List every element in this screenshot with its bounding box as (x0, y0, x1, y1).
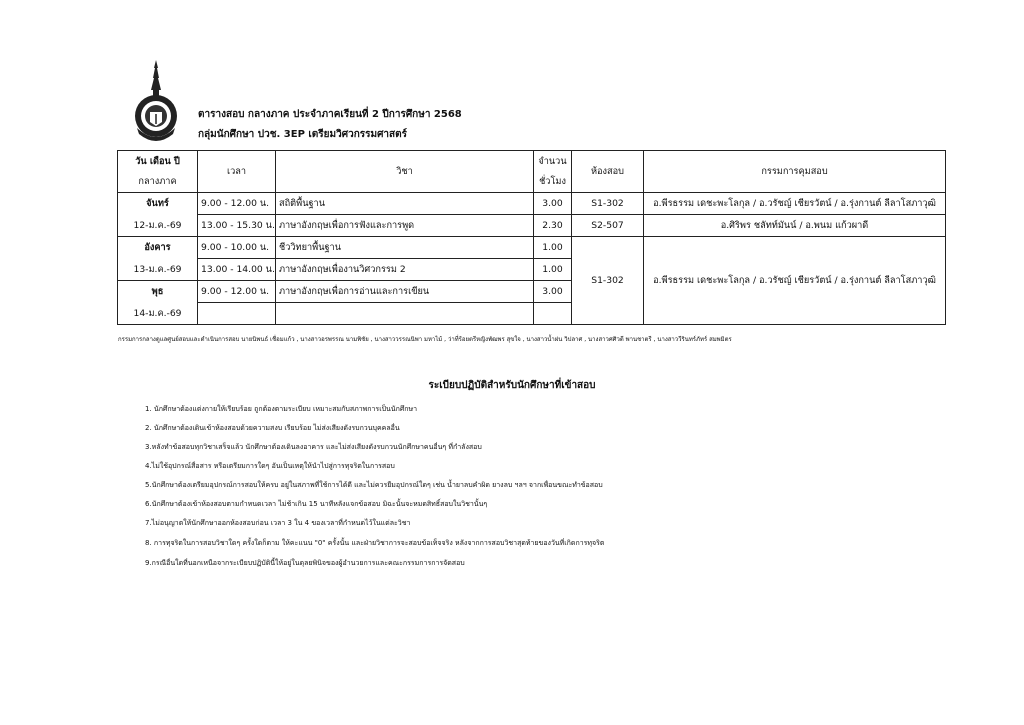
rule-item: 8. การทุจริตในการสอบวิชาใดๆ ครั้งใดก็ตาม ให้คะแนน "0" ครั้งนั้น และฝ่ายวิชาการจะสอบข้อเท็จจริง หลังจากการสอบวิชาสุดท้ายของวันที่เกิดการทุจริต (145, 539, 605, 547)
rule-item: 5.นักศึกษาต้องเตรียมอุปกรณ์การสอบให้ครบ อยู่ในสภาพที่ใช้การได้ดี และไม่ควรยืมอุปกรณ์ใดๆ เช่น น้ำยาลบคำผิด ยางลบ ฯลฯ จากเพื่อนขณะทำข้อสอบ (145, 481, 603, 489)
table-row (118, 215, 946, 237)
subject-cell: ภาษาอังกฤษเพื่องานวิศวกรรม 2 (276, 259, 534, 281)
header-date: วัน เดือน ปี (118, 151, 198, 172)
time-cell: 13.00 - 14.00 น. (198, 259, 276, 281)
time-cell-empty (198, 303, 276, 325)
proctors-cell-merged: อ.พีรธรรม เดชะพะโลกุล / อ.วรัชญ์ เชียรวัตน์ / อ.รุ่งกานต์ ลีลาโสภาวุฒิ (644, 237, 946, 325)
page-title: ตารางสอบ กลางภาค ประจำภาคเรียนที่ 2 ปีการศึกษา 2568 (198, 109, 462, 120)
hours-cell: 3.00 (534, 281, 572, 303)
proctors-cell: อ.พีรธรรม เดชะพะโลกุล / อ.วรัชญ์ เชียรวัตน์ / อ.รุ่งกานต์ ลีลาโสภาวุฒิ (644, 193, 946, 215)
header-midterm: กลางภาค (118, 172, 198, 193)
exam-schedule-table (117, 150, 946, 325)
proctors-cell: อ.ศิริพร ชลัทท์มันน์ / อ.พนม แก้วผาดี (644, 215, 946, 237)
time-cell: 9.00 - 10.00 น. (198, 237, 276, 259)
day-cell: พุธ (118, 281, 198, 303)
hours-cell-empty (534, 303, 572, 325)
room-cell-merged: S1-302 (572, 237, 644, 325)
rules-heading: ระเบียบปฏิบัติสำหรับนักศึกษาที่เข้าสอบ (428, 380, 596, 391)
student-group-subtitle: กลุ่มนักศึกษา ปวช. 3EP เตรียมวิศวกรรมศาสตร์ (198, 129, 408, 140)
hours-cell: 3.00 (534, 193, 572, 215)
room-cell: S1-302 (572, 193, 644, 215)
day-cell: อังคาร (118, 237, 198, 259)
date-cell: 14-ม.ค.-69 (118, 303, 198, 325)
rule-item: 1. นักศึกษาต้องแต่งกายให้เรียบร้อย ถูกต้องตามระเบียบ เหมาะสมกับสภาพการเป็นนักศึกษา (145, 405, 418, 413)
rule-item: 6.นักศึกษาต้องเข้าห้องสอบตามกำหนดเวลา ไม่ช้าเกิน 15 นาทีหลังแจกข้อสอบ มิฉะนั้นจะหมดสิทธิ์สอบในวิชานั้นๆ (145, 500, 488, 508)
room-cell: S2-507 (572, 215, 644, 237)
rule-item: 2. นักศึกษาต้องเดินเข้าห้องสอบด้วยความสงบ เรียบร้อย ไม่ส่งเสียงดังรบกวนบุคคลอื่น (145, 424, 400, 432)
subject-cell: ภาษาอังกฤษเพื่อการอ่านและการเขียน (276, 281, 534, 303)
hours-cell: 2.30 (534, 215, 572, 237)
header-hours-bottom: ชั่วโมง (534, 172, 572, 193)
subject-cell-empty (276, 303, 534, 325)
date-cell: 13-ม.ค.-69 (118, 259, 198, 281)
day-cell: จันทร์ (118, 193, 198, 215)
subject-cell: ภาษาอังกฤษเพื่อการฟังและการพูด (276, 215, 534, 237)
table-header-row (118, 151, 946, 172)
institution-logo-icon (133, 58, 179, 142)
header-subject: วิชา (276, 151, 534, 193)
rule-item: 9.กรณีอื่นใดที่นอกเหนือจากระเบียบปฏิบัตินี้ให้อยู่ในดุลยพินิจของผู้อำนวยการและคณะกรรมการการจัดสอบ (145, 559, 465, 567)
header-time: เวลา (198, 151, 276, 193)
time-cell: 13.00 - 15.30 น. (198, 215, 276, 237)
header-room: ห้องสอบ (572, 151, 644, 193)
header-proctors: กรรมการคุมสอบ (644, 151, 946, 193)
rule-item: 7.ไม่อนุญาตให้นักศึกษาออกห้องสอบก่อน เวลา 3 ใน 4 ของเวลาที่กำหนดไว้ในแต่ละวิชา (145, 519, 411, 527)
time-cell: 9.00 - 12.00 น. (198, 281, 276, 303)
header-hours-top: จำนวน (534, 151, 572, 172)
table-row (118, 193, 946, 215)
table-row (118, 237, 946, 259)
hours-cell: 1.00 (534, 237, 572, 259)
rule-item: 4.ไม่ใช้อุปกรณ์สื่อสาร หรือเตรียมการใดๆ อันเป็นเหตุให้นำไปสู่การทุจริตในการสอบ (145, 462, 395, 470)
date-cell: 12-ม.ค.-69 (118, 215, 198, 237)
subject-cell: ชีววิทยาพื้นฐาน (276, 237, 534, 259)
rule-item: 3.หลังทำข้อสอบทุกวิชาเสร็จแล้ว นักศึกษาต้องเดินลงอาคาร และไม่ส่งเสียงดังรบกวนนักศึกษาคนอื่นๆ ที่กำลังสอบ (145, 443, 482, 451)
center-staff-note: กรรมการกลางดูแลศูนย์สอบและดำเนินการสอบ นายนิพนธ์ เชื่อมแก้ว , นางสาวอรพรรณ นามพิชัย , นางสาววรรณนิพา มหาไม้ , ว่าที่ร้อยตรีหญิงพัฒพร สุขใจ , นางสาวน้ำฝน วิปลาศ , นางสาวศศิวดี พานชาตรี , นางสาววีรินทร์ภัทร์ สมพมิตร (118, 336, 732, 343)
hours-cell: 1.00 (534, 259, 572, 281)
time-cell: 9.00 - 12.00 น. (198, 193, 276, 215)
subject-cell: สถิติพื้นฐาน (276, 193, 534, 215)
